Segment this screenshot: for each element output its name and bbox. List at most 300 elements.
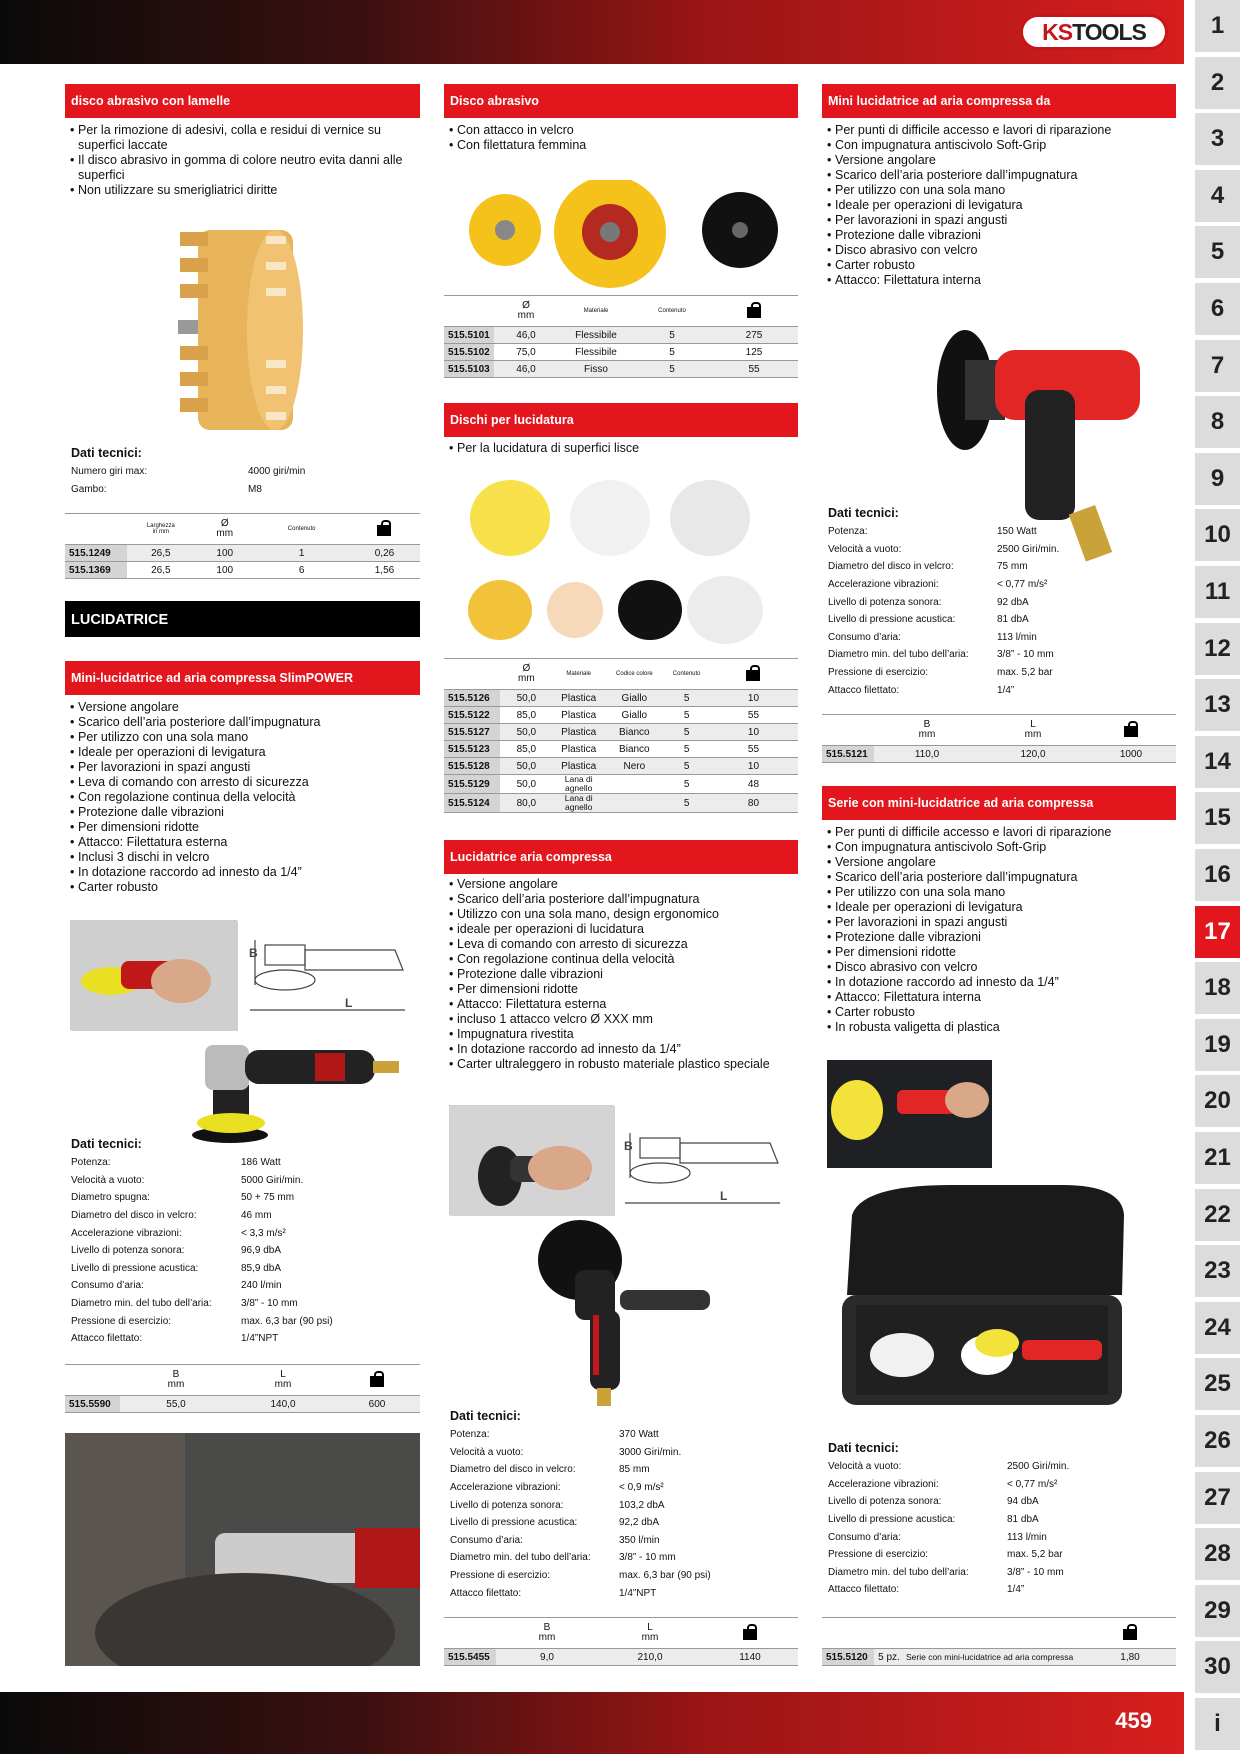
feature-item: • Utilizzo con una sola mano, design ergonomico	[449, 907, 794, 922]
table-cell: 5	[634, 327, 710, 344]
table-cell: 5	[634, 361, 710, 378]
chapter-tab-4[interactable]: 4	[1195, 170, 1240, 222]
tech-data-row	[450, 1584, 790, 1602]
table-cell: Bianco	[604, 724, 664, 741]
usage-photo	[449, 1105, 614, 1215]
feature-item: • Con regolazione continua della velocità	[449, 952, 794, 967]
table-cell: 10	[709, 690, 798, 707]
feature-item: • Attacco: Filettatura esterna	[449, 997, 794, 1012]
feature-item: • Disco abrasivo con velcro	[827, 960, 1172, 975]
table-cell: 80,0	[500, 794, 553, 813]
svg-text:B: B	[624, 1139, 633, 1153]
tech-data-label: Livello di pressione acustica:	[828, 1514, 956, 1526]
tech-data-row	[828, 664, 1168, 682]
product-table: Ø mm Materiale Contenuto 515.5101 46,0 Flessibile 5 275 515.5102 75,0 Flessibile 5 125 515.5103 46,0 Fisso 5 55	[444, 295, 798, 378]
tech-data-value: 85 mm	[619, 1464, 650, 1476]
tech-data-value: max. 6,3 bar (90 psi)	[619, 1570, 711, 1582]
table-cell: Fisso	[558, 361, 634, 378]
product-table: B mm L mm 515.5590 55,0 140,0 600	[65, 1364, 420, 1413]
article-number: 515.5103	[444, 361, 494, 378]
article-number: 515.5122	[444, 707, 500, 724]
tech-data-label: Diametro del disco in velcro:	[450, 1464, 576, 1476]
feature-item: • Per la lucidatura di superfici lisce	[449, 441, 794, 456]
product-table: Ø mm Materiale Codice colore Contenuto 515.5126 50,0 Plastica Giallo 5 10 515.5122 85,0 Plastica Giallo 5 55 515.5127 50,0 Plastica Bianco 5 10 515.5123 85,0 Plastica Bianco 5 55 515.5128 50,0 Plastica Nero 5 10 515.5129 50,0 Lana di agnello 5 48 515.5124 80,0 Lana di agnello 5 80	[444, 658, 798, 813]
tech-data-label: Numero giri max:	[71, 466, 148, 478]
table-cell: 1	[254, 545, 349, 562]
chapter-tab-3[interactable]: 3	[1195, 113, 1240, 165]
tech-data-value: 3000 Giri/min.	[619, 1446, 682, 1458]
table-cell: 1,80	[1084, 1649, 1176, 1666]
section-title: Disco abrasivo	[444, 84, 798, 118]
tech-data-row	[71, 1154, 411, 1172]
table-cell: Giallo	[604, 707, 664, 724]
feature-item: • Con regolazione continua della velocità	[70, 790, 415, 805]
article-number: 515.5127	[444, 724, 500, 741]
chapter-tab-19[interactable]: 19	[1195, 1019, 1240, 1071]
table-cell: Plastica	[553, 758, 604, 775]
feature-item: • Protezione dalle vibrazioni	[827, 228, 1172, 243]
chapter-tab-12[interactable]: 12	[1195, 623, 1240, 675]
tech-data-label: Livello di potenza sonora:	[828, 1496, 942, 1508]
tech-data-label: Consumo d’aria:	[450, 1534, 523, 1546]
table-row	[444, 707, 798, 724]
tech-data-value: 3/8” - 10 mm	[241, 1298, 298, 1310]
weight-icon	[1123, 1624, 1137, 1640]
tech-data-row	[828, 1546, 1168, 1564]
tech-data-value: 240 l/min	[241, 1280, 282, 1292]
table-cell: 85,0	[500, 741, 553, 758]
table-cell: Flessibile	[558, 344, 634, 361]
feature-list	[827, 123, 1172, 288]
article-number: 515.5123	[444, 741, 500, 758]
table-row	[444, 344, 798, 361]
table-cell: 55,0	[120, 1396, 232, 1413]
case-set-image	[822, 1175, 1132, 1415]
table-row	[65, 545, 420, 562]
feature-list	[827, 825, 1172, 1035]
usage-photo	[827, 1060, 992, 1168]
tech-data-row	[828, 646, 1168, 664]
chapter-tab-11[interactable]: 11	[1195, 566, 1240, 618]
table-row	[444, 724, 798, 741]
table-cell: 600	[334, 1396, 420, 1413]
tech-data-label: Livello di potenza sonora:	[450, 1499, 564, 1511]
chapter-tab-29[interactable]: 29	[1195, 1585, 1240, 1637]
table-cell: 5	[664, 794, 709, 813]
tech-data-label: Attacco filettato:	[71, 1333, 143, 1345]
chapter-tab-21[interactable]: 21	[1195, 1132, 1240, 1184]
tech-data-value: 81 dbA	[997, 614, 1029, 626]
chapter-tab-14[interactable]: 14	[1195, 736, 1240, 788]
tech-data-row	[828, 629, 1168, 647]
page-number: 459	[1115, 1708, 1152, 1733]
tech-data-value: < 0,77 m/s²	[1007, 1478, 1058, 1490]
tech-data-value: 3/8” - 10 mm	[1007, 1566, 1064, 1578]
feature-item: • In robusta valigetta di plastica	[827, 1020, 1172, 1035]
tech-data-value: M8	[248, 483, 262, 495]
tech-data-value: 92,2 dbA	[619, 1517, 660, 1529]
feature-item: • Attacco: Filettatura interna	[827, 990, 1172, 1005]
chapter-tab-30[interactable]: 30	[1195, 1641, 1240, 1693]
table-cell: 85,0	[500, 707, 553, 724]
table-cell: 10	[709, 724, 798, 741]
tech-data-value: 81 dbA	[1007, 1514, 1039, 1526]
tech-data-row	[828, 1564, 1168, 1582]
table-cell: Flessibile	[558, 327, 634, 344]
table-row	[444, 758, 798, 775]
feature-item: • Impugnatura rivestita	[449, 1027, 794, 1042]
feature-item: • Con attacco in velcro	[449, 123, 794, 138]
tech-data-label: Consumo d’aria:	[828, 1531, 901, 1543]
feature-item: • Scarico dell’aria posteriore dall’impugnatura	[70, 715, 415, 730]
feature-item: • Versione angolare	[70, 700, 415, 715]
section-title: Lucidatrice aria compressa	[444, 840, 798, 874]
tech-data-label: Attacco filettato:	[450, 1587, 522, 1599]
feature-item: • Con impugnatura antiscivolo Soft-Grip	[827, 138, 1172, 153]
air-polisher-image	[535, 1220, 715, 1410]
table-row	[822, 1649, 1176, 1666]
tech-data-label: Velocità a vuoto:	[828, 1461, 902, 1473]
chapter-tab-6[interactable]: 6	[1195, 283, 1240, 335]
chapter-tab-25[interactable]: 25	[1195, 1358, 1240, 1410]
weight-icon	[743, 1624, 757, 1640]
tech-data-label: Diametro min. del tubo dell’aria:	[828, 649, 969, 661]
table-cell: Lana di agnello	[553, 794, 604, 813]
feature-item: • Ideale per operazioni di levigatura	[70, 745, 415, 760]
tech-data-value: 96,9 dbA	[241, 1245, 282, 1257]
chapter-tab-1[interactable]: 1	[1195, 0, 1240, 52]
chapter-tab-5[interactable]: 5	[1195, 226, 1240, 278]
feature-item: • Per lavorazioni in spazi angusti	[827, 915, 1172, 930]
section-title: Serie con mini-lucidatrice ad aria compressa	[822, 786, 1176, 820]
tech-data-row	[71, 1330, 411, 1348]
svg-text:B: B	[249, 946, 258, 960]
tech-data-title: Dati tecnici:	[71, 1137, 142, 1151]
tech-data-label: Livello di pressione acustica:	[828, 614, 956, 626]
tech-data	[71, 1137, 411, 1348]
table-cell: 9,0	[496, 1649, 598, 1666]
feature-item: • Leva di comando con arresto di sicurezza	[449, 937, 794, 952]
chapter-tab-28[interactable]: 28	[1195, 1528, 1240, 1580]
chapter-tab-8[interactable]: 8	[1195, 396, 1240, 448]
tech-data-row	[828, 576, 1168, 594]
tech-data-label: Pressione di esercizio:	[71, 1315, 172, 1327]
table-cell: 100	[195, 562, 254, 579]
tech-data-row	[450, 1426, 790, 1444]
weight-icon	[370, 1371, 384, 1387]
tech-data-row	[71, 481, 411, 499]
feature-item: • Per utilizzo con una sola mano	[827, 885, 1172, 900]
table-cell: 5	[664, 741, 709, 758]
tech-data-value: 370 Watt	[619, 1429, 659, 1441]
tech-data-label: Diametro del disco in velcro:	[828, 561, 954, 573]
feature-item: • Per utilizzo con una sola mano	[70, 730, 415, 745]
chapter-tab-7[interactable]: 7	[1195, 340, 1240, 392]
tech-data-value: 75 mm	[997, 561, 1028, 573]
table-cell: 1000	[1086, 746, 1176, 763]
polishing-pads-image	[460, 470, 780, 660]
feature-list	[70, 123, 415, 198]
section-title: Mini-lucidatrice ad aria compressa SlimPOWER	[65, 661, 420, 695]
feature-item: • Carter robusto	[827, 1005, 1172, 1020]
tech-data-value: < 0,9 m/s²	[619, 1482, 664, 1494]
bottom-banner	[0, 1692, 1184, 1754]
tech-data-row	[828, 1511, 1168, 1529]
article-number: 515.5126	[444, 690, 500, 707]
tech-data-row	[71, 463, 411, 481]
feature-item: • Con filettatura femmina	[449, 138, 794, 153]
table-row	[444, 775, 798, 794]
feature-item: • Versione angolare	[827, 153, 1172, 168]
chapter-tab-27[interactable]: 27	[1195, 1472, 1240, 1524]
tech-data-label: Pressione di esercizio:	[828, 667, 929, 679]
tech-data-row	[71, 1277, 411, 1295]
category-title: LUCIDATRICE	[65, 601, 420, 637]
feature-item: • Scarico dell’aria posteriore dall’impugnatura	[827, 870, 1172, 885]
chapter-tab-24[interactable]: 24	[1195, 1302, 1240, 1354]
feature-item: • Per dimensioni ridotte	[70, 820, 415, 835]
feature-item: • Disco abrasivo con velcro	[827, 243, 1172, 258]
table-cell: 55	[709, 707, 798, 724]
table-cell: 5	[664, 758, 709, 775]
article-number: 515.5590	[65, 1396, 120, 1413]
tech-data-row	[71, 1172, 411, 1190]
feature-item: • Protezione dalle vibrazioni	[449, 967, 794, 982]
tech-data-label: Velocità a vuoto:	[71, 1174, 145, 1186]
article-number: 515.5120	[822, 1649, 874, 1666]
feature-item: • Versione angolare	[449, 877, 794, 892]
table-cell: 0,26	[349, 545, 420, 562]
tech-data-value: max. 6,3 bar (90 psi)	[241, 1315, 333, 1327]
tech-data-label: Diametro del disco in velcro:	[71, 1210, 197, 1222]
chapter-tab-9[interactable]: 9	[1195, 453, 1240, 505]
table-cell	[604, 775, 664, 794]
tech-data-value: 113 l/min	[997, 631, 1037, 643]
usage-photo	[70, 920, 237, 1030]
tech-data-value: 1/4”NPT	[619, 1587, 657, 1599]
tech-data-value: max. 5,2 bar	[1007, 1549, 1063, 1561]
tech-data-label: Potenza:	[71, 1157, 111, 1169]
tech-data-label: Pressione di esercizio:	[828, 1549, 929, 1561]
dimension-drawing	[620, 1118, 790, 1213]
table-cell: 110,0	[874, 746, 980, 763]
tech-data-row	[450, 1514, 790, 1532]
tech-data-label: Accelerazione vibrazioni:	[450, 1482, 561, 1494]
feature-item: • Per lavorazioni in spazi angusti	[70, 760, 415, 775]
feature-item: • Carter robusto	[70, 880, 415, 895]
tech-data-value: 113 l/min	[1007, 1531, 1047, 1543]
feature-item: • Ideale per operazioni di levigatura	[827, 900, 1172, 915]
table-cell: 80	[709, 794, 798, 813]
tech-data-value: 46 mm	[241, 1210, 272, 1222]
feature-item: • Protezione dalle vibrazioni	[827, 930, 1172, 945]
workshop-photo	[65, 1433, 420, 1666]
table-cell: Giallo	[604, 690, 664, 707]
feature-item: • Ideale per operazioni di levigatura	[827, 198, 1172, 213]
dimension-drawing	[245, 925, 410, 1025]
chapter-tab-18[interactable]: 18	[1195, 962, 1240, 1014]
feature-item: • In dotazione raccordo ad innesto da 1/4”	[70, 865, 415, 880]
tech-data	[71, 446, 411, 498]
section-title: disco abrasivo con lamelle	[65, 84, 420, 118]
table-row	[444, 741, 798, 758]
product-table: B mm L mm 515.5121 110,0 120,0 1000	[822, 714, 1176, 763]
chapter-tab-2[interactable]: 2	[1195, 57, 1240, 109]
table-cell: 120,0	[980, 746, 1086, 763]
tech-data-value: 3/8” - 10 mm	[619, 1552, 676, 1564]
tech-data-label: Livello di pressione acustica:	[71, 1262, 199, 1274]
table-cell: 75,0	[494, 344, 558, 361]
weight-icon	[746, 665, 760, 681]
table-cell: 5	[664, 707, 709, 724]
tech-data-row	[71, 1260, 411, 1278]
article-number: 515.5129	[444, 775, 500, 794]
table-cell: Plastica	[553, 690, 604, 707]
chapter-tab-10[interactable]: 10	[1195, 509, 1240, 561]
tech-data-row	[828, 593, 1168, 611]
tech-data-value: 94 dbA	[1007, 1496, 1039, 1508]
tech-data-row	[450, 1549, 790, 1567]
tech-data-row	[71, 1242, 411, 1260]
tech-data-value: 5000 Giri/min.	[241, 1174, 304, 1186]
table-cell: 100	[195, 545, 254, 562]
table-cell: 55	[709, 741, 798, 758]
weight-icon	[1124, 721, 1138, 737]
feature-list	[449, 441, 794, 456]
table-row	[65, 562, 420, 579]
table-cell: 48	[709, 775, 798, 794]
table-cell: 10	[709, 758, 798, 775]
feature-item: • Per la rimozione di adesivi, colla e residui di vernice su superfici laccate	[70, 123, 415, 153]
chapter-tab-22[interactable]: 22	[1195, 1189, 1240, 1241]
weight-icon	[377, 520, 391, 536]
feature-item: • Per punti di difficile accesso e lavori di riparazione	[827, 123, 1172, 138]
tech-data-row	[71, 1224, 411, 1242]
table-cell: 26,5	[127, 545, 196, 562]
tech-data-value: max. 5,2 bar	[997, 667, 1053, 679]
table-cell: 140,0	[232, 1396, 334, 1413]
tech-data-value: 1/4”	[997, 684, 1015, 696]
table-cell: 26,5	[127, 562, 196, 579]
tech-data-value: 4000 giri/min	[248, 466, 306, 478]
tech-data-title: Dati tecnici:	[828, 1441, 899, 1455]
feature-item: • Attacco: Filettatura esterna	[70, 835, 415, 850]
tech-data-row	[828, 523, 1168, 541]
tech-data-label: Gambo:	[71, 483, 107, 495]
chapter-tab-23[interactable]: 23	[1195, 1245, 1240, 1297]
table-cell: 5	[664, 724, 709, 741]
chapter-tab-20[interactable]: 20	[1195, 1075, 1240, 1127]
tech-data-label: Pressione di esercizio:	[450, 1570, 551, 1582]
feature-list	[70, 700, 415, 895]
tech-data-row	[450, 1444, 790, 1462]
tech-data-value: 2500 Giri/min.	[1007, 1461, 1070, 1473]
tech-data-label: Diametro min. del tubo dell’aria:	[71, 1298, 212, 1310]
tech-data-title: Dati tecnici:	[450, 1409, 521, 1423]
tech-data-label: Potenza:	[828, 526, 868, 538]
tech-data-row	[828, 1458, 1168, 1476]
tech-data-label: Velocità a vuoto:	[450, 1446, 524, 1458]
tech-data	[828, 1441, 1168, 1599]
feature-item: • Per dimensioni ridotte	[827, 945, 1172, 960]
feature-item: • Il disco abrasivo in gomma di colore neutro evita danni alle superfici	[70, 153, 415, 183]
table-row	[444, 327, 798, 344]
table-cell: Serie con mini-lucidatrice ad aria compressa	[904, 1649, 1084, 1666]
feature-list	[449, 123, 794, 153]
tech-data-value: 2500 Giri/min.	[997, 543, 1060, 555]
slimpower-polisher-image	[185, 1035, 415, 1145]
table-cell: 1140	[702, 1649, 798, 1666]
ks-tools-logo: KS TOOLS	[1020, 14, 1168, 50]
table-row	[444, 361, 798, 378]
table-row	[65, 1396, 420, 1413]
feature-item: • Per dimensioni ridotte	[449, 982, 794, 997]
table-cell: 275	[710, 327, 798, 344]
chapter-tab-16[interactable]: 16	[1195, 849, 1240, 901]
tech-data-row	[828, 1493, 1168, 1511]
tech-data-row	[71, 1207, 411, 1225]
tech-data-label: Livello di potenza sonora:	[71, 1245, 185, 1257]
table-cell: 50,0	[500, 724, 553, 741]
chapter-tab-i[interactable]: i	[1195, 1698, 1240, 1750]
table-cell: 125	[710, 344, 798, 361]
table-row	[444, 1649, 798, 1666]
top-banner	[0, 0, 1184, 64]
tech-data-label: Accelerazione vibrazioni:	[828, 579, 939, 591]
tech-data-row	[450, 1479, 790, 1497]
tech-data-row	[71, 1295, 411, 1313]
product-table	[822, 1617, 1176, 1666]
tech-data-label: Accelerazione vibrazioni:	[828, 1478, 939, 1490]
table-cell: 46,0	[494, 327, 558, 344]
tech-data-value: 92 dbA	[997, 596, 1029, 608]
tech-data-label: Accelerazione vibrazioni:	[71, 1227, 182, 1239]
tech-data-value: 85,9 dbA	[241, 1262, 282, 1274]
feature-item: • Inclusi 3 dischi in velcro	[70, 850, 415, 865]
chapter-tab-13[interactable]: 13	[1195, 679, 1240, 731]
table-row	[444, 690, 798, 707]
tech-data-value: 103,2 dbA	[619, 1499, 665, 1511]
weight-icon	[747, 302, 761, 318]
article-number: 515.5455	[444, 1649, 496, 1666]
feature-item: • Versione angolare	[827, 855, 1172, 870]
table-cell: 5	[664, 775, 709, 794]
tech-data-value: 1/4”	[1007, 1584, 1025, 1596]
chapter-tab-17[interactable]: 17	[1195, 906, 1240, 958]
tech-data-row	[828, 681, 1168, 699]
table-cell: Lana di agnello	[553, 775, 604, 794]
tech-data-label: Diametro spugna:	[71, 1192, 150, 1204]
tech-data-row	[450, 1461, 790, 1479]
tech-data-label: Attacco filettato:	[828, 684, 900, 696]
chapter-tab-15[interactable]: 15	[1195, 792, 1240, 844]
table-cell: 6	[254, 562, 349, 579]
tech-data-row	[450, 1532, 790, 1550]
table-cell: 5 pz.	[874, 1649, 904, 1666]
table-cell: 46,0	[494, 361, 558, 378]
product-table: Larghezza in mm Ø mm Contenuto 515.1249 26,5 100 1 0,26 515.1369 26,5 100 6 1,56	[65, 513, 420, 579]
tech-data-label: Diametro min. del tubo dell’aria:	[828, 1566, 969, 1578]
section-title: Mini lucidatrice ad aria compressa da	[822, 84, 1176, 118]
table-cell	[604, 794, 664, 813]
tech-data-row	[828, 1528, 1168, 1546]
chapter-tab-26[interactable]: 26	[1195, 1415, 1240, 1467]
article-number: 515.1369	[65, 562, 127, 579]
feature-item: • Scarico dell’aria posteriore dall’impugnatura	[827, 168, 1172, 183]
tech-data-value: < 3,3 m/s²	[241, 1227, 286, 1239]
chapter-tabs	[1195, 0, 1240, 1754]
feature-item: • Per utilizzo con una sola mano	[827, 183, 1172, 198]
